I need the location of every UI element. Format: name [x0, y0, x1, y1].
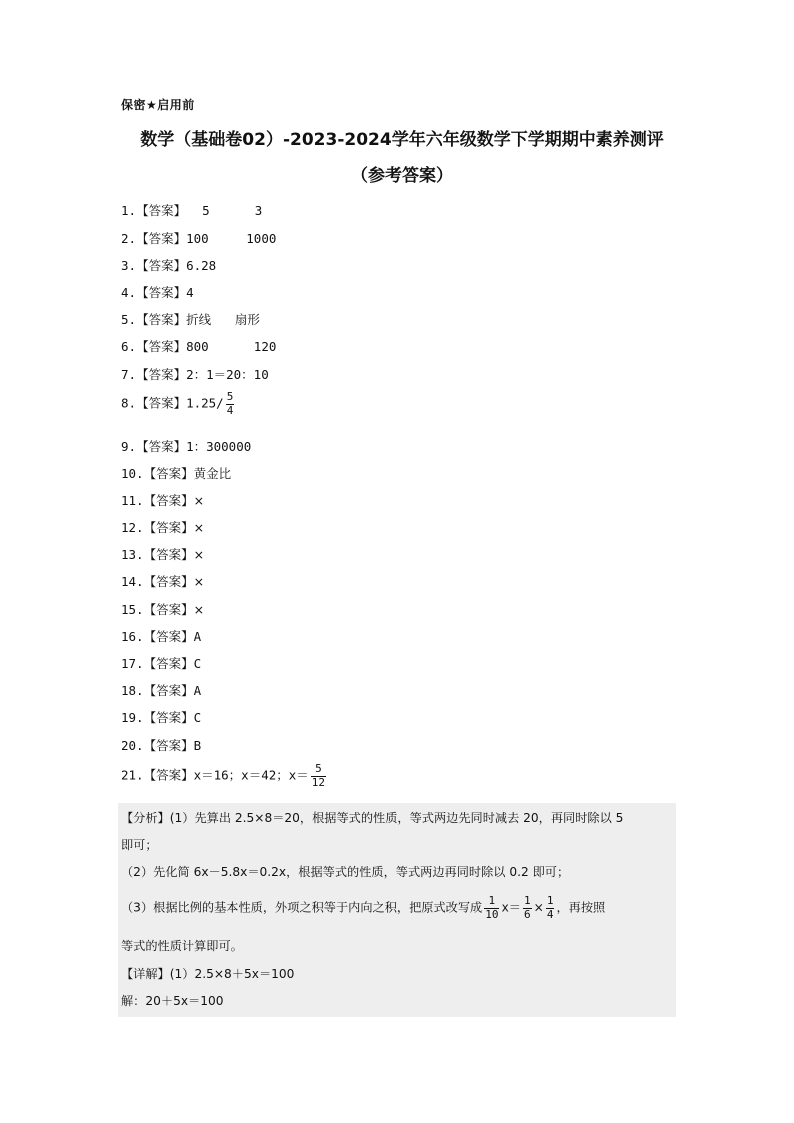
answer-item: 10.【答案】黄金比: [121, 466, 232, 481]
answer-item: 6.【答案】800 120: [121, 339, 277, 354]
answer-item: 9.【答案】1：300000: [121, 439, 252, 454]
answer-item: 11.【答案】×: [121, 493, 205, 508]
answer-item: 20.【答案】B: [121, 738, 202, 753]
answer-item: 12.【答案】×: [121, 520, 205, 535]
answer-item: 1.【答案】 5 3: [121, 203, 263, 218]
fraction: $\frac{5}{12}$: [311, 762, 326, 789]
analysis-line: 【详解】(1）2.5×8＋5x＝100: [121, 967, 295, 981]
secret-label: 保密★启用前: [121, 98, 195, 112]
answer-item: 19.【答案】C: [121, 710, 202, 725]
analysis-line: 解：20＋5x＝100: [121, 994, 224, 1008]
fraction: $\frac{1}{10}$: [485, 894, 499, 921]
analysis-line: （3）根据比例的基本性质，外项之积等于内向之积，把原式改写成 $\frac{1}{10}$ x＝ $\frac{1}{6}$ × $\frac{1}{4}$ ，再按照: [121, 894, 606, 921]
analysis-line: （2）先化简 6x－5.8x＝0.2x，根据等式的性质，等式两边再同时除以 0.2 即可；: [121, 865, 570, 879]
fraction: $\frac{1}{4}$: [546, 894, 554, 921]
answer-item: 7.【答案】2：1＝20：10: [121, 367, 269, 382]
answer-item: 18.【答案】A: [121, 683, 202, 698]
fraction: $\frac{1}{6}$: [523, 894, 531, 921]
answer-item: 21.【答案】x＝16；x＝42；x＝ $\frac{5}{12}$: [121, 762, 326, 789]
analysis-line: 【分析】(1）先算出 2.5×8＝20，根据等式的性质，等式两边先同时减去 20，再同时除以 5: [121, 811, 624, 825]
answer-item: 3.【答案】6.28: [121, 258, 217, 273]
analysis-line: 即可；: [121, 838, 158, 852]
answer-item: 13.【答案】×: [121, 547, 205, 562]
analysis-box: [118, 803, 676, 1017]
analysis-line: 等式的性质计算即可。: [121, 939, 243, 953]
answer-item: 4.【答案】4: [121, 285, 194, 300]
answer-item: 15.【答案】×: [121, 602, 205, 617]
page-subtitle: （参考答案）: [351, 166, 453, 186]
fraction: $\frac{5}{4}$: [226, 390, 234, 417]
answer-item: 14.【答案】×: [121, 574, 205, 589]
page-title: 数学（基础卷02）-2023-2024学年六年级数学下学期期中素养测评: [140, 130, 664, 150]
answer-item: 2.【答案】100 1000: [121, 231, 277, 246]
answer-item: 17.【答案】C: [121, 656, 202, 671]
answer-item: 5.【答案】折线 扇形: [121, 312, 260, 327]
answer-item: 16.【答案】A: [121, 629, 202, 644]
answer-item: 8.【答案】1.25/ $\frac{5}{4}$: [121, 390, 234, 417]
